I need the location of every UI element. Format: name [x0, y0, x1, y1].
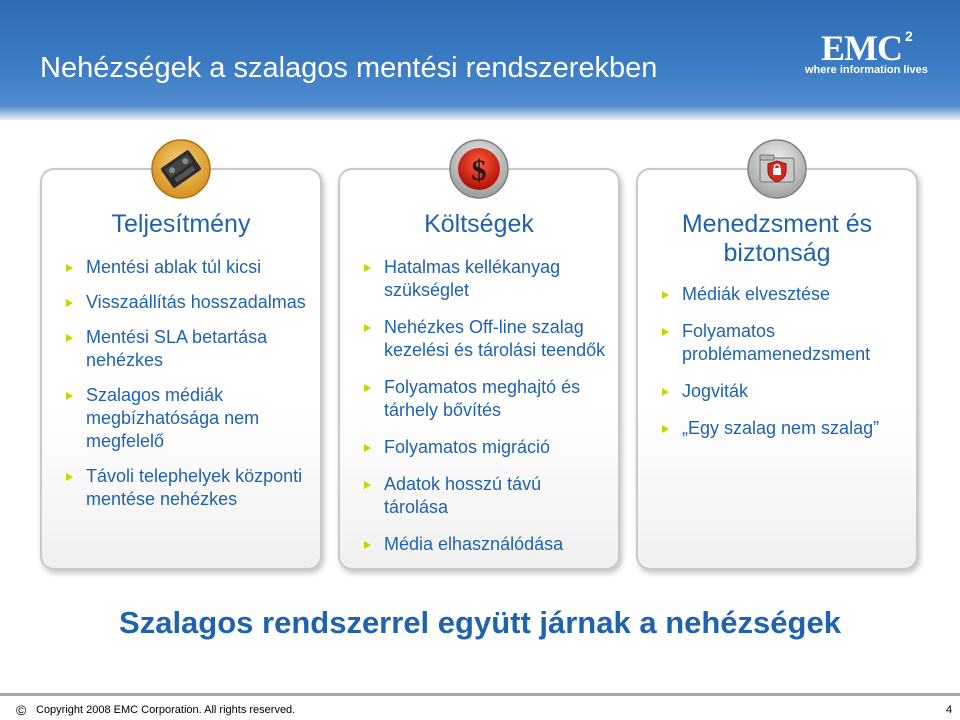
bullet-list: [66, 256, 310, 523]
bullet-arrow-icon: [66, 299, 73, 307]
list-item: Folyamatos migráció: [364, 436, 608, 459]
bullet-arrow-icon: [66, 392, 73, 400]
bullet-arrow-icon: [662, 425, 669, 433]
logo-wordmark: EMC: [821, 28, 902, 68]
header-banner: [0, 0, 960, 120]
bullet-arrow-icon: [662, 291, 669, 299]
summary-statement: Szalagos rendszerrel együtt járnak a nehézségek: [119, 605, 841, 640]
bullet-list: [364, 256, 608, 570]
card-costs: [338, 168, 620, 570]
bullet-arrow-icon: [66, 264, 73, 272]
bullet-arrow-icon: [364, 264, 371, 272]
list-item: Visszaállítás hosszadalmas: [66, 291, 310, 314]
logo-superscript: 2: [905, 28, 913, 44]
list-item: Mentési ablak túl kicsi: [66, 256, 310, 279]
bullet-list: [662, 283, 906, 454]
card-heading: Menedzsment és biztonság: [681, 210, 873, 267]
copyright-text: Copyright 2008 EMC Corporation. All rights reserved.: [36, 704, 296, 716]
copyright-symbol: ©: [16, 702, 27, 718]
emc-logo: [805, 28, 930, 84]
slide-title: Nehézségek a szalagos mentési rendszerekben: [40, 52, 658, 84]
list-item: Hatalmas kellékanyag szükséglet: [364, 256, 608, 302]
bullet-arrow-icon: [364, 324, 371, 332]
card-management-security: [636, 168, 918, 570]
bullet-arrow-icon: [364, 541, 371, 549]
bullet-arrow-icon: [66, 473, 73, 481]
list-item: Adatok hosszú távú tárolása: [364, 473, 608, 519]
bullet-arrow-icon: [364, 444, 371, 452]
list-item: Jogviták: [662, 380, 906, 403]
bullet-arrow-icon: [364, 384, 371, 392]
list-item: Folyamatos problémamenedzsment: [662, 320, 906, 366]
page-number: 4: [946, 704, 953, 716]
footer-divider: [0, 693, 960, 696]
bullet-arrow-icon: [364, 481, 371, 489]
logo-tagline: where information lives: [805, 64, 928, 76]
list-item: Mentési SLA betartása nehézkes: [66, 326, 310, 372]
list-item: „Egy szalag nem szalag”: [662, 417, 906, 440]
bullet-arrow-icon: [662, 328, 669, 336]
dollar-icon: [448, 138, 510, 200]
card-heading: Költségek: [424, 210, 534, 238]
list-item: Távoli telephelyek központi mentése nehézkes: [66, 465, 310, 511]
card-performance: [40, 168, 322, 570]
list-item: Média elhasználódása: [364, 533, 608, 556]
card-heading: Teljesítmény: [111, 210, 251, 238]
list-item: Szalagos médiák megbízhatósága nem megfelelő: [66, 384, 310, 453]
bullet-arrow-icon: [662, 388, 669, 396]
list-item: Nehézkes Off-line szalag kezelési és tárolási teendők: [364, 316, 608, 362]
list-item: Folyamatos meghajtó és tárhely bővítés: [364, 376, 608, 422]
bullet-arrow-icon: [66, 334, 73, 342]
list-item: Médiák elvesztése: [662, 283, 906, 306]
tape-cassette-icon: [150, 138, 212, 200]
svg-text:$: $: [471, 154, 487, 187]
secure-folder-icon: [746, 138, 808, 200]
